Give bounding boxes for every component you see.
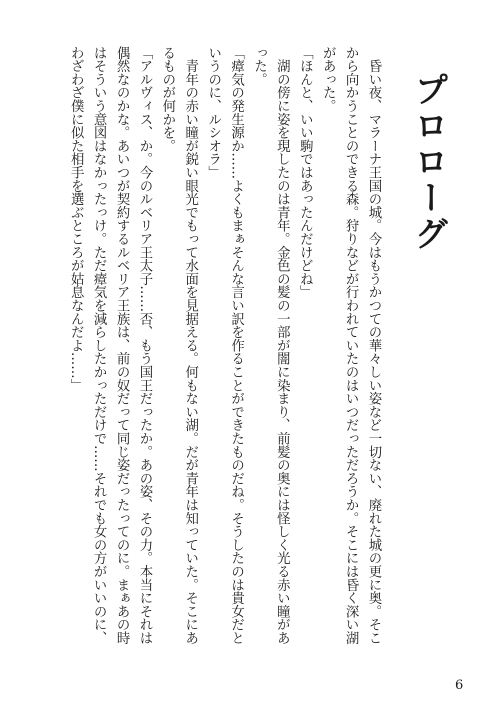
paragraph: 「アルヴィス、か。今のルベリア王太子……否、もう国王だったか。あの姿、その力。本当にそれは偶然なのかな。あいつが契約するルベリア王族は、前の奴だって同じ姿だったってのに。まぁあの時はそういう意図はなかったっけ。ただ瘴気を減らしたかっただけで……それでも女の方がいいのに、わざわざ僕に似た相手を選ぶところが姑息なんだよ……」 [68,46,152,645]
paragraph: 青年の赤い瞳が鋭い眼光でもって水面を見据える。何もない湖。だが青年は知っていた。そこにあるものが何かを。 [159,46,198,645]
paragraph: 昏い夜、マラーナ王国の城。今はもうかつての華々しい姿など一切ない、廃れた城の更に奥。そこから向かうことのできる森。狩りなどが行われていたのはいつだっただろうか。そこには昏く深い湖があった。 [320,46,381,645]
page-number: 6 [455,678,464,693]
paragraph: 湖の傍に姿を現したのは青年。金色の髪の一部が闇に染まり、前髪の奥には怪しく光る赤い瞳があった。 [251,46,290,645]
body-text [64,46,384,656]
paragraph: 「瘴気の発生源か……よくもまぁそんな言い訳を作ることができたものだね。そうしたのは貴女だというのに、ルシオラ」 [205,46,244,645]
paragraph: 「ほんと、いい駒ではあったんだけどね」 [297,46,313,299]
chapter-title: プロローグ [408,72,448,252]
